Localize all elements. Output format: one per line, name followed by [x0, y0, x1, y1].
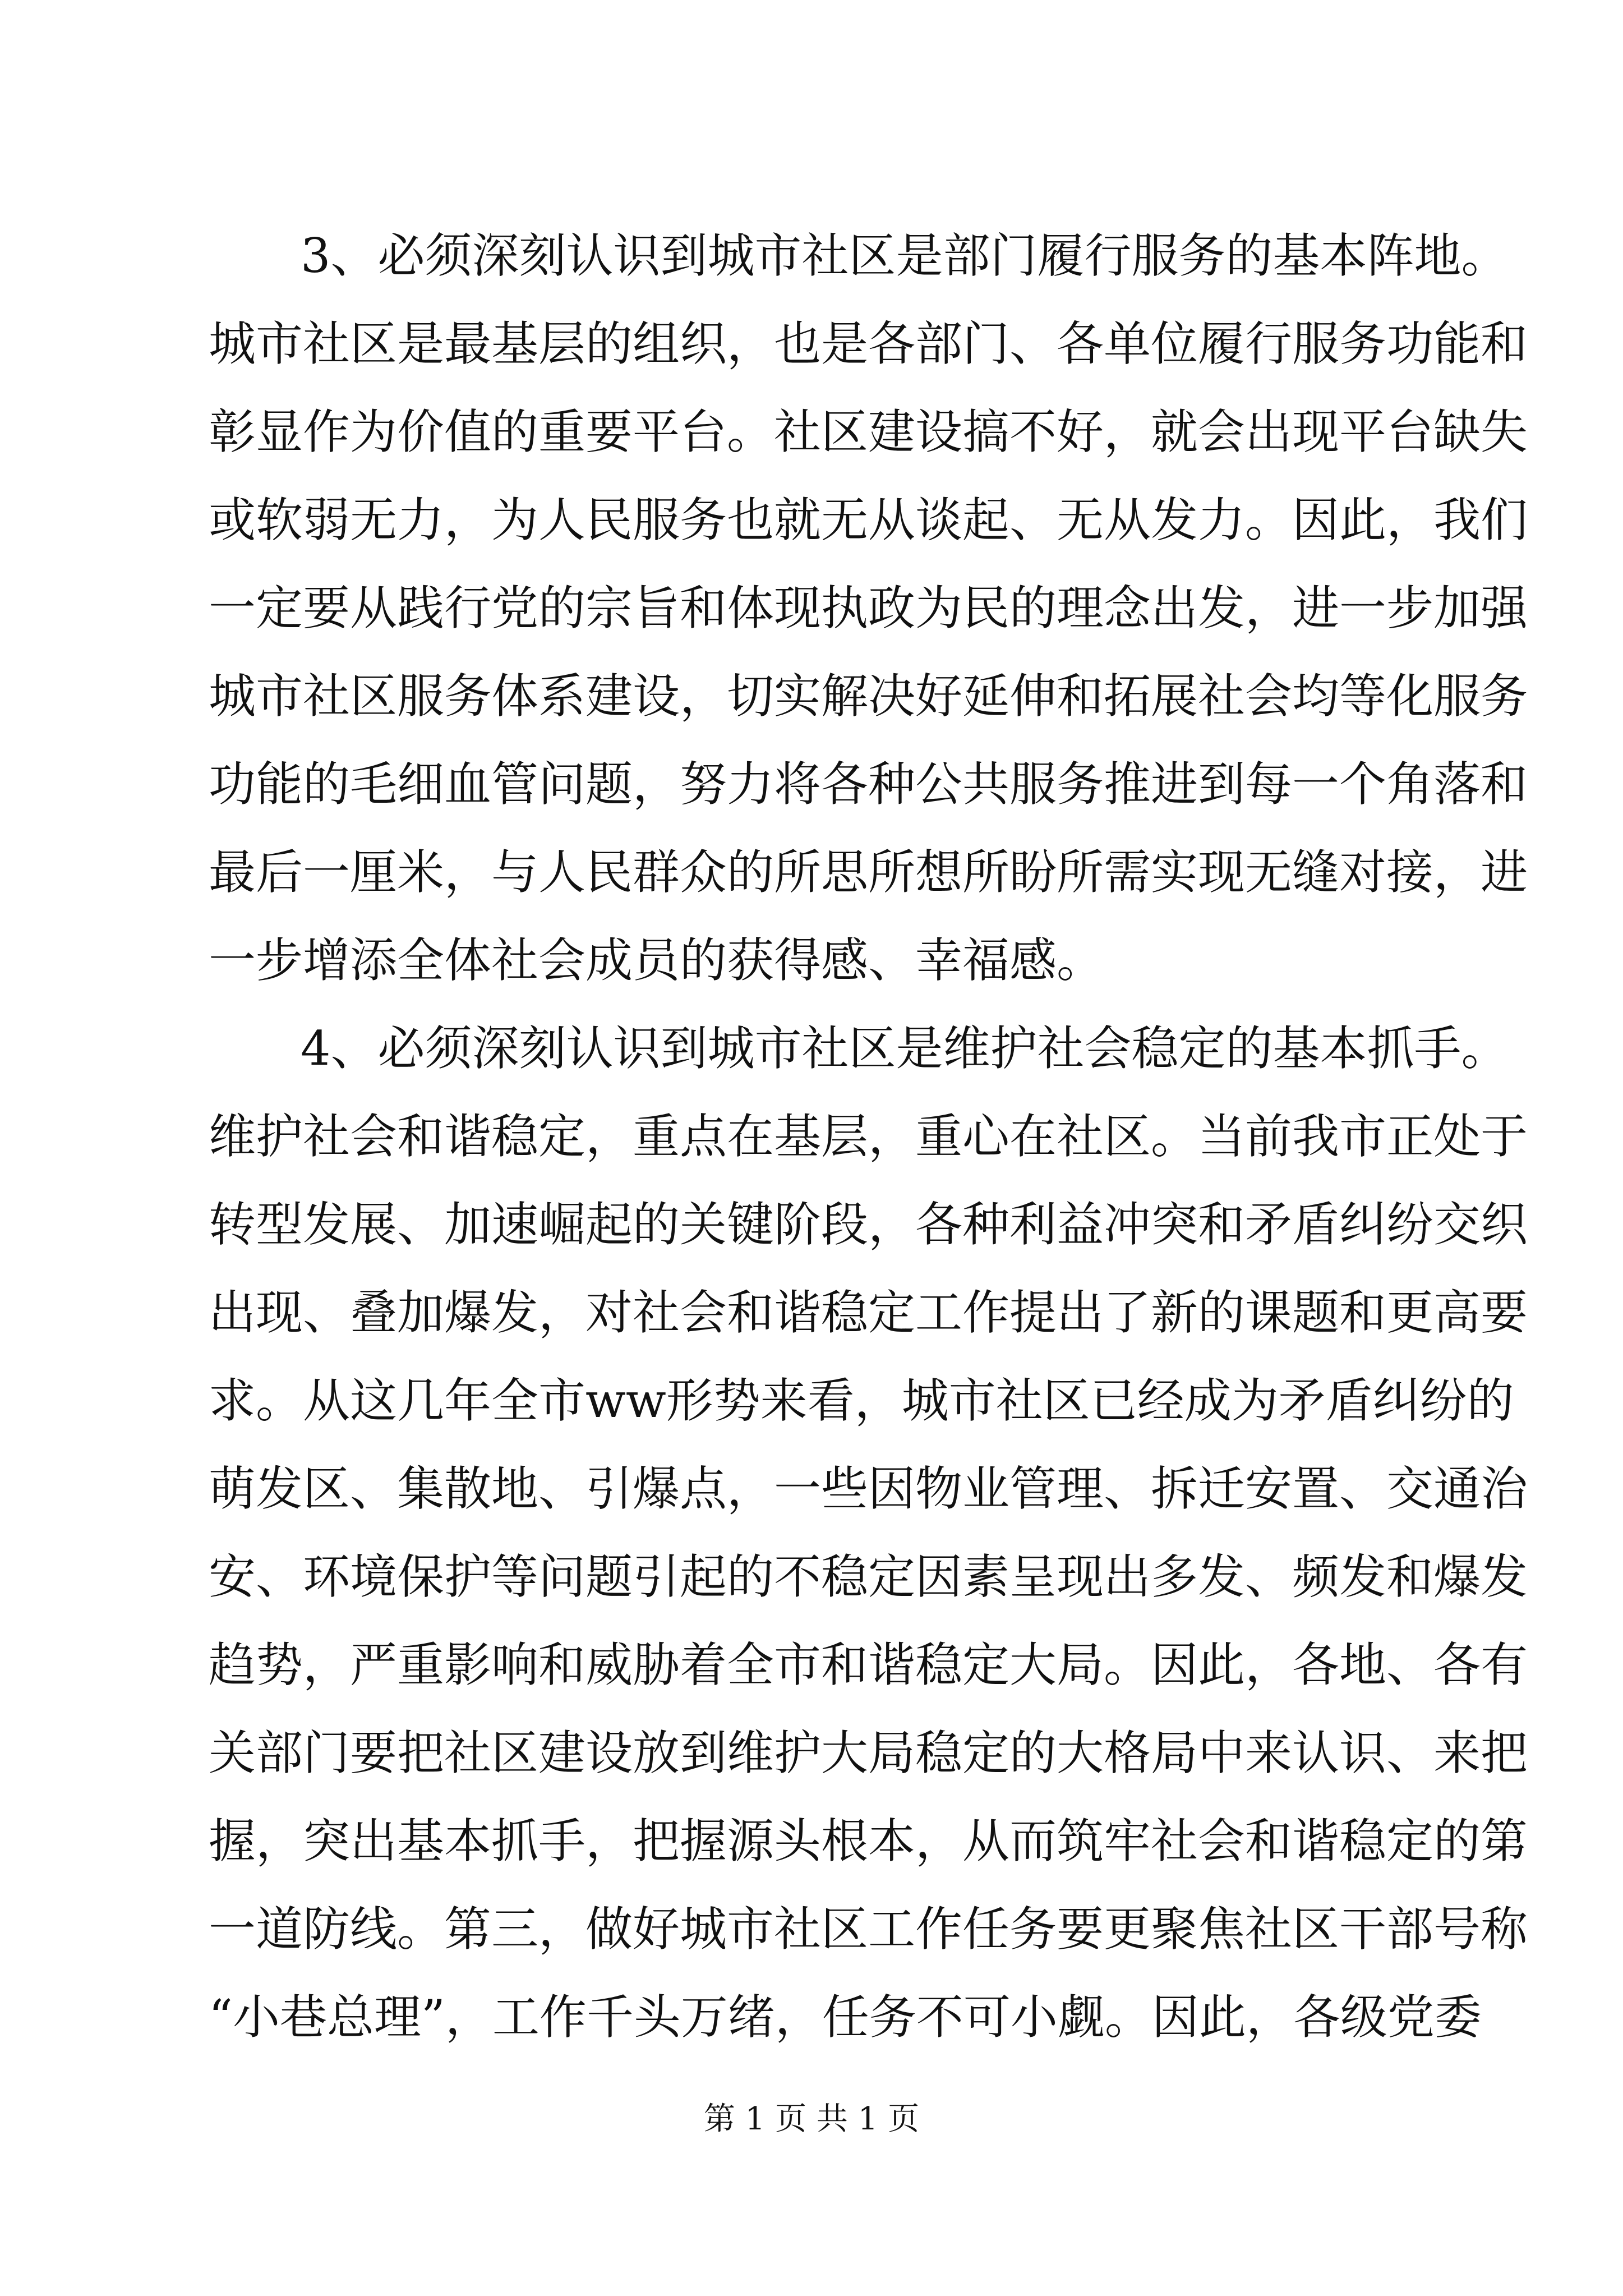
page-footer: 第 1 页 共 1 页	[703, 2101, 920, 2137]
paragraph-1-line-8: 最后一厘米，与人民群众的所思所想所盼所需实现无缝对接，进	[209, 845, 1528, 900]
paragraph-2-line-8: 趋势，严重影响和威胁着全市和谐稳定大局。因此，各地、各有	[209, 1637, 1528, 1692]
paragraph-1-line-6: 城市社区服务体系建设，切实解决好延伸和拓展社会均等化服务	[209, 669, 1528, 724]
paragraph-2-line-12: “小巷总理”，工作千头万绪，任务不可小觑。因此，各级党委	[209, 1990, 1482, 2045]
paragraph-2-line-3: 转型发展、加速崛起的关键阶段，各种利益冲突和矛盾纠纷交织	[209, 1197, 1528, 1252]
paragraph-2-line-7: 安、环境保护等问题引起的不稳定因素呈现出多发、频发和爆发	[209, 1549, 1528, 1604]
paragraph-2-line-1: 4、必须深刻认识到城市社区是维护社会稳定的基本抓手。	[301, 1021, 1509, 1076]
paragraph-1-line-7: 功能的毛细血管问题，努力将各种公共服务推进到每一个角落和	[209, 757, 1528, 812]
paragraph-1-line-4: 或软弱无力，为人民服务也就无从谈起、无从发力。因此，我们	[209, 493, 1528, 547]
paragraph-2-line-6: 萌发区、集散地、引爆点，一些因物业管理、拆迁安置、交通治	[209, 1461, 1528, 1516]
paragraph-1-line-5: 一定要从践行党的宗旨和体现执政为民的理念出发，进一步加强	[209, 581, 1528, 636]
paragraph-2-line-9: 关部门要把社区建设放到维护大局稳定的大格局中来认识、来把	[209, 1726, 1528, 1780]
paragraph-1-line-2: 城市社区是最基层的组织，也是各部门、各单位履行服务功能和	[209, 316, 1528, 371]
paragraph-2-line-2: 维护社会和谐稳定，重点在基层，重心在社区。当前我市正处于	[209, 1109, 1528, 1164]
paragraph-2-line-11: 一道防线。第三，做好城市社区工作任务要更聚焦社区干部号称	[209, 1902, 1528, 1957]
paragraph-2-line-4: 出现、叠加爆发，对社会和谐稳定工作提出了新的课题和更高要	[209, 1285, 1528, 1340]
paragraph-1-line-1: 3、必须深刻认识到城市社区是部门履行服务的基本阵地。	[301, 228, 1509, 283]
paragraph-2-line-5: 求。从这几年全市ww形势来看，城市社区已经成为矛盾纠纷的	[209, 1373, 1514, 1428]
paragraph-1-line-3: 彰显作为价值的重要平台。社区建设搞不好，就会出现平台缺失	[209, 404, 1528, 459]
paragraph-2-line-10: 握，突出基本抓手，把握源头根本，从而筑牢社会和谐稳定的第	[209, 1814, 1528, 1869]
paragraph-1-line-9: 一步增添全体社会成员的获得感、幸福感。	[209, 933, 1104, 988]
